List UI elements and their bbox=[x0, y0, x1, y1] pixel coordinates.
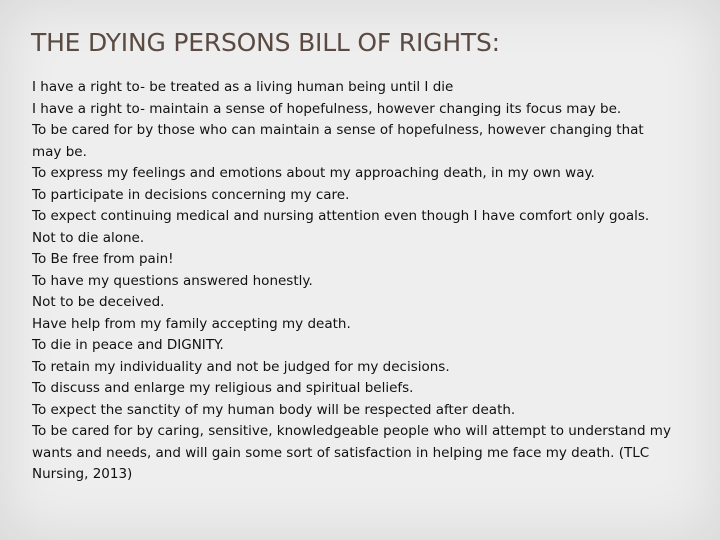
list-item: To discuss and enlarge my religious and spiritual beliefs. bbox=[32, 380, 414, 396]
list-item: To expect the sanctity of my human body will be respected after death. bbox=[32, 401, 516, 418]
list-item: To retain my individuality and not be judged for my decisions. bbox=[32, 358, 450, 375]
list-item: To be cared for by caring, sensitive, knowledgeable people who will attempt to understand my wants and needs, and will gain some sort of satisfaction in helping me face my death. (TLC Nursing, 2013) bbox=[32, 423, 671, 482]
list-item: Not to be deceived. bbox=[32, 294, 165, 310]
list-item: To be cared for by those who can maintain a sense of hopefulness, however changing that may be. bbox=[32, 122, 644, 160]
list-item: To express my feelings and emotions about my approaching death, in my own way. bbox=[32, 165, 595, 181]
list-item: To expect continuing medical and nursing attention even though I have comfort only goals. bbox=[32, 208, 650, 224]
list-item: I have a right to- maintain a sense of hopefulness, however changing its focus may be. bbox=[32, 100, 622, 117]
list-item: To die in peace and DIGNITY. bbox=[32, 337, 224, 353]
list-item: Have help from my family accepting my death. bbox=[32, 315, 351, 332]
list-item: To have my questions answered honestly. bbox=[32, 272, 313, 289]
rights-list bbox=[32, 77, 672, 486]
list-item: I have a right to- be treated as a living human being until I die bbox=[32, 79, 454, 95]
slide-title: THE DYING PERSONS BILL OF RIGHTS: bbox=[31, 28, 500, 57]
list-item: To Be free from pain! bbox=[32, 251, 174, 267]
list-item: To participate in decisions concerning my care. bbox=[32, 186, 350, 203]
list-item: Not to die alone. bbox=[32, 229, 145, 246]
